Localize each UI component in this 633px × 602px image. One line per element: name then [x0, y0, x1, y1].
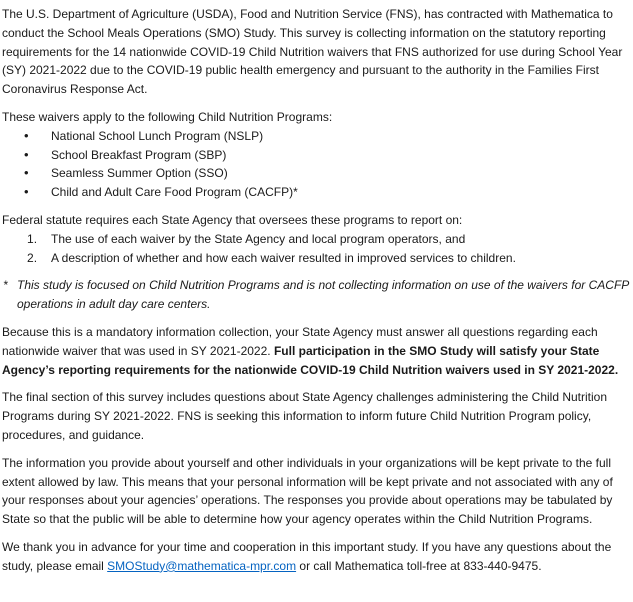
closing-after-link: or call Mathematica toll-free at 833-440-9475.: [296, 558, 542, 573]
statute-intro: Federal statute requires each State Agency that oversees these programs to report on:: [2, 212, 463, 227]
mandatory-paragraph: [2, 323, 630, 379]
mandatory-paragraph-normal: Because this is a mandatory information collection, your State Agency must answer all questions regarding each nationwide waiver that was used in SY 2021-2022.: [2, 324, 598, 358]
footnote-marker: *: [3, 278, 8, 293]
intro-paragraph: The U.S. Department of Agriculture (USDA), Food and Nutrition Service (FNS), has contracted with Mathematica to conduct the School Meals Operations (SMO) Study. This survey is collecting information on the statutory reporting requirements for the 14 nationwide COVID-19 Child Nutrition waivers that FNS authorized for use during School Year (SY) 2021-2022 due to the COVID-19 public health emergency and pursuant to the authority in the Families First Coronavirus Response Act.: [2, 7, 623, 97]
statute-list: [2, 230, 630, 268]
email-link[interactable]: SMOStudy@mathematica-mpr.com: [107, 558, 297, 573]
closing-paragraph: [2, 538, 630, 576]
privacy-paragraph: The information you provide about yourself and other individuals in your organizations will be kept private to the full extent allowed by law. This means that your personal information will be kept private and not associated with any of your responses about your agencies’ operations. The responses you provide about operations may be tabulated by State so that the public will be able to determine how your agency operates within the Child Nutrition Programs.: [2, 455, 613, 527]
footnote-text: This study is focused on Child Nutrition Programs and is not collecting information on use of the waivers for CACFP operations in adult day care centers.: [17, 278, 629, 312]
footnote: [2, 276, 630, 314]
mandatory-paragraph-bold: Full participation in the SMO Study will satisfy your State Agency’s reporting requirements for the nationwide COVID-19 Child Nutrition waivers used in SY 2021-2022.: [2, 343, 619, 377]
waivers-intro: These waivers apply to the following Child Nutrition Programs:: [2, 109, 333, 124]
final-section-paragraph: The final section of this survey includes questions about State Agency challenges administering the Child Nutrition Programs during SY 2021-2022. FNS is seeking this information to inform future Child Nutrition Program policy, procedures, and guidance.: [2, 390, 608, 442]
list-item-cacfp: • Child and Adult Care Food Program (CACFP)*: [51, 183, 630, 202]
closing-before-link: We thank you in advance for your time and cooperation in this important study. If you have any questions about the study, please email: [2, 539, 612, 573]
list-item-nslp: • National School Lunch Program (NSLP): [51, 127, 630, 146]
list-item-sbp: • School Breakfast Program (SBP): [51, 146, 630, 165]
statute-item-2: A description of whether and how each waiver resulted in improved services to children.: [51, 250, 516, 265]
programs-list: [2, 127, 630, 202]
list-item-sso: • Seamless Summer Option (SSO): [51, 164, 630, 183]
statute-item-1: The use of each waiver by the State Agency and local program operators, and: [51, 231, 466, 246]
